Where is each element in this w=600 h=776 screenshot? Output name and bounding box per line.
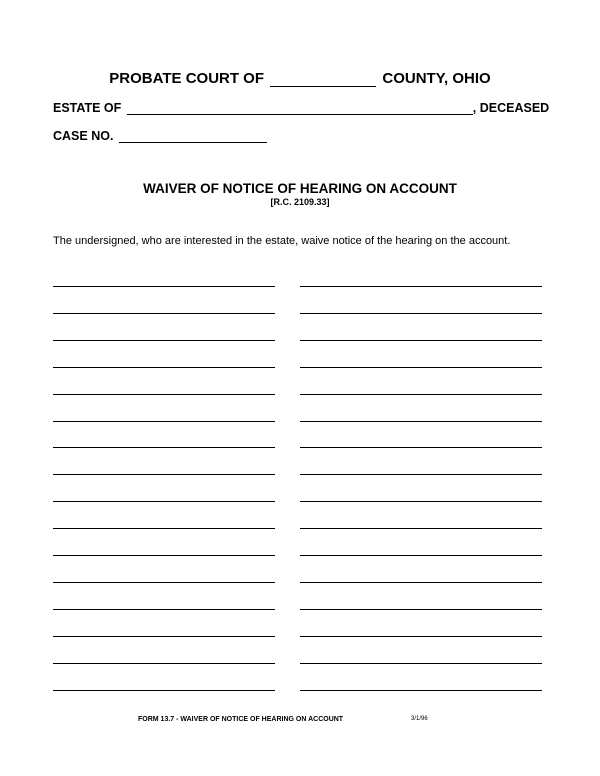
form-footer-label: FORM 13.7 - WAIVER OF NOTICE OF HEARING ON ACCOUNT	[138, 716, 344, 723]
case-number-line	[53, 127, 269, 143]
waiver-statement: The undersigned, who are interested in the estate, waive notice of the hearing on the account.	[53, 235, 511, 247]
signature-line-right[interactable]	[300, 690, 542, 691]
form-revision-date: 3/1/96	[411, 716, 428, 722]
signature-line-right[interactable]	[300, 555, 542, 556]
court-prefix: PROBATE COURT OF	[109, 70, 265, 87]
signature-line-left[interactable]	[53, 340, 275, 341]
signature-line-left[interactable]	[53, 555, 275, 556]
signature-line-left[interactable]	[53, 286, 275, 287]
signature-line-right[interactable]	[300, 501, 542, 502]
signature-line-left[interactable]	[53, 690, 275, 691]
signature-line-left[interactable]	[53, 367, 275, 368]
signature-line-left[interactable]	[53, 421, 275, 422]
signature-line-right[interactable]	[300, 636, 542, 637]
signature-line-right[interactable]	[300, 313, 542, 314]
signature-line-right[interactable]	[300, 582, 542, 583]
signature-line-right[interactable]	[300, 474, 542, 475]
estate-line	[53, 99, 549, 115]
county-blank[interactable]	[270, 71, 376, 87]
signature-line-right[interactable]	[300, 367, 542, 368]
signature-line-right[interactable]	[300, 609, 542, 610]
signature-line-left[interactable]	[53, 663, 275, 664]
signature-line-right[interactable]	[300, 528, 542, 529]
signature-line-left[interactable]	[53, 609, 275, 610]
signature-line-right[interactable]	[300, 447, 542, 448]
court-heading	[0, 70, 600, 87]
signature-line-right[interactable]	[300, 663, 542, 664]
case-label: CASE NO.	[53, 129, 114, 143]
court-suffix: COUNTY, OHIO	[382, 70, 491, 87]
signature-line-left[interactable]	[53, 582, 275, 583]
form-title: WAIVER OF NOTICE OF HEARING ON ACCOUNT	[143, 181, 457, 196]
signature-line-left[interactable]	[53, 636, 275, 637]
signature-line-right[interactable]	[300, 340, 542, 341]
estate-label: ESTATE OF	[53, 101, 122, 115]
signature-line-left[interactable]	[53, 313, 275, 314]
signature-line-right[interactable]	[300, 394, 542, 395]
case-number-blank[interactable]	[119, 127, 267, 143]
signature-line-right[interactable]	[300, 421, 542, 422]
signature-line-left[interactable]	[53, 501, 275, 502]
signature-line-left[interactable]	[53, 528, 275, 529]
signature-line-left[interactable]	[53, 394, 275, 395]
signature-line-left[interactable]	[53, 447, 275, 448]
signature-line-left[interactable]	[53, 474, 275, 475]
estate-suffix: , DECEASED	[472, 101, 550, 115]
statute-citation: [R.C. 2109.33]	[270, 197, 330, 207]
signature-line-right[interactable]	[300, 286, 542, 287]
estate-name-blank[interactable]	[127, 99, 473, 115]
